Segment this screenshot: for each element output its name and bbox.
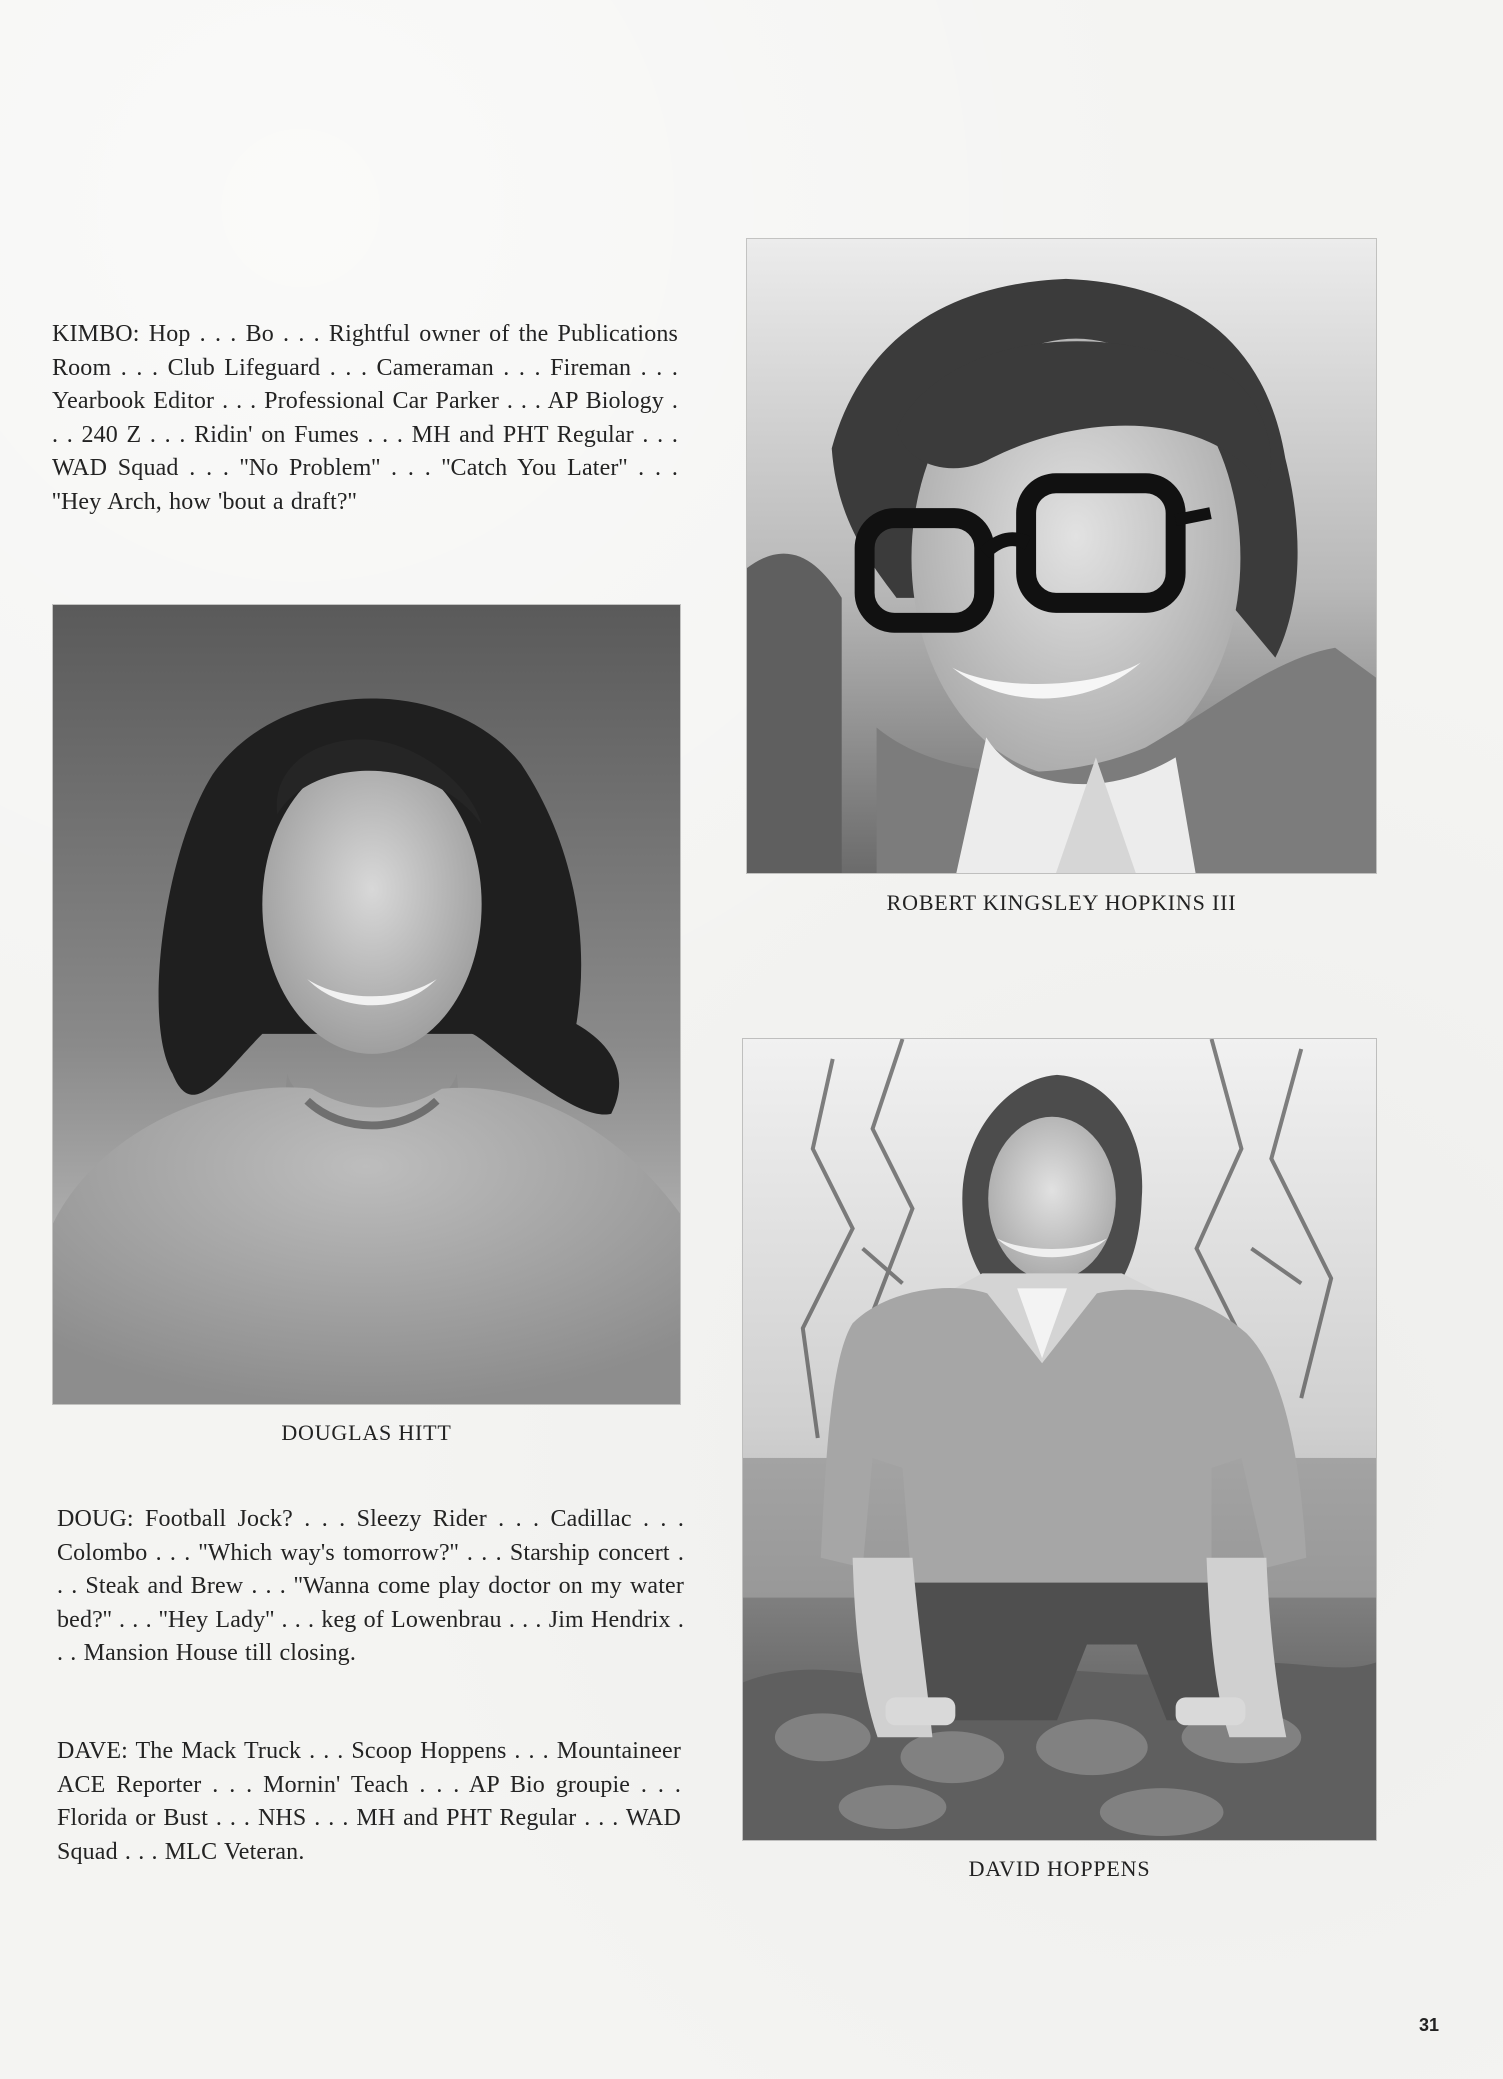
douglas-hitt-caption: DOUGLAS HITT (281, 1420, 452, 1445)
kimbo-description: KIMBO: Hop . . . Bo . . . Rightful owner of the Publications Room . . . Club Lifeguard . . . Cameraman . . . Fireman . . . Yearbook Editor . . . Professional Car Parker . . . AP Biology . . . 240 Z . . . Ridin' on Fumes . . . MH and PHT Regular . . . WAD Squad . . . ''No Problem'' . . . ''Catch You Later'' . . . ''Hey Arch, how 'bout a draft?'' (52, 321, 678, 515)
douglas-hitt-photo-illustration (53, 605, 680, 1404)
robert-kingsley-hopkins-photo-illustration (747, 239, 1376, 873)
doug-description: DOUG: Football Jock? . . . Sleezy Rider . . . Cadillac . . . Colombo . . . ''Which way's tomorrow?'' . . . Starship concert . . . Steak and Brew . . . ''Wanna come play doctor on my water bed?'' . . . ''Hey Lady'' . . . keg of Lowenbrau . . . Jim Hendrix . . . Mansion House till closing. (57, 1506, 685, 1666)
david-hoppens-caption: DAVID HOPPENS (968, 1856, 1151, 1881)
dave-description: DAVE: The Mack Truck . . . Scoop Hoppens . . . Mountaineer ACE Reporter . . . Mornin' Teach . . . AP Bio groupie . . . Florida or Bust . . . NHS . . . MH and PHT Regular . . . WAD Squad . . . MLC Veteran. (57, 1738, 681, 1865)
robert-kingsley-hopkins-portrait (746, 238, 1377, 874)
robert-kingsley-hopkins-caption: ROBERT KINGSLEY HOPKINS III (886, 890, 1237, 915)
david-hoppens-photo-illustration (743, 1039, 1376, 1840)
page-number: 31 (1419, 2015, 1440, 2035)
douglas-hitt-portrait (52, 604, 681, 1405)
david-hoppens-portrait (742, 1038, 1377, 1841)
